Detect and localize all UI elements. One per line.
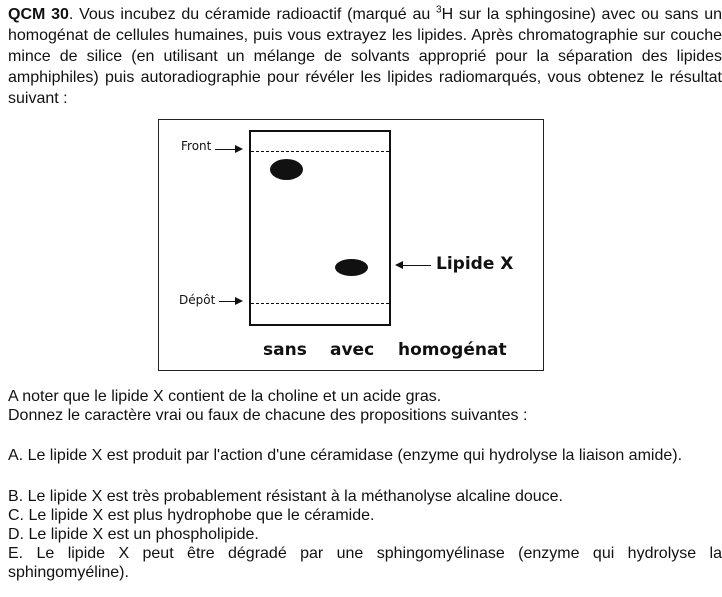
depot-arrow xyxy=(219,301,241,302)
proposition-e: E. Le lipide X peut être dégradé par une sphingomyélinase (enzyme qui hydrolyse la sphingomyéline). xyxy=(8,545,722,581)
lipid-x-label: Lipide X xyxy=(436,254,514,274)
proposition-c: C. Le lipide X est plus hydrophobe que le céramide. xyxy=(8,507,375,524)
lane-homogenat-label: homogénat xyxy=(398,340,507,360)
spot-sans xyxy=(270,159,303,180)
front-label: Front xyxy=(181,139,212,153)
front-arrow xyxy=(215,149,241,150)
front-line xyxy=(251,151,389,152)
intro-text-part1: . Vous incubez du céramide radioactif (marqué au xyxy=(68,6,437,23)
note-choline: A noter que le lipide X contient de la choline et un acide gras. xyxy=(8,388,442,405)
lipid-x-arrow xyxy=(397,265,431,266)
intro-text-part2: H sur la sphingosine) avec ou sans un homogénat de cellules humaines, puis vous extrayez les lipides. Après chromatographie sur couche mince de silice (en utilisant un mélange de solvants approprié pour la séparation des lipides amphiphiles) puis autoradiographie pour révéler les lipides radiomarqués, vous obtenez le résultat suivant : xyxy=(8,6,722,107)
note-instructions: Donnez le caractère vrai ou faux de chacune des propositions suivantes : xyxy=(8,407,528,424)
spot-avec-lipide-x xyxy=(335,259,368,276)
question-number: QCM 30 xyxy=(8,6,69,23)
depot-line xyxy=(251,303,389,304)
lane-avec-label: avec xyxy=(330,340,375,360)
lane-sans-label: sans xyxy=(263,340,307,360)
isotope-superscript: 3 xyxy=(436,4,442,16)
question-intro xyxy=(8,4,722,109)
proposition-d: D. Le lipide X est un phospholipide. xyxy=(8,526,259,543)
tlc-figure xyxy=(158,119,544,371)
depot-label: Dépôt xyxy=(179,293,216,307)
proposition-b: B. Le lipide X est très probablement résistant à la méthanolyse alcaline douce. xyxy=(8,488,563,505)
tlc-plate xyxy=(249,130,391,326)
proposition-a: A. Le lipide X est produit par l'action d'une céramidase (enzyme qui hydrolyse la liaison amide). xyxy=(8,447,683,464)
